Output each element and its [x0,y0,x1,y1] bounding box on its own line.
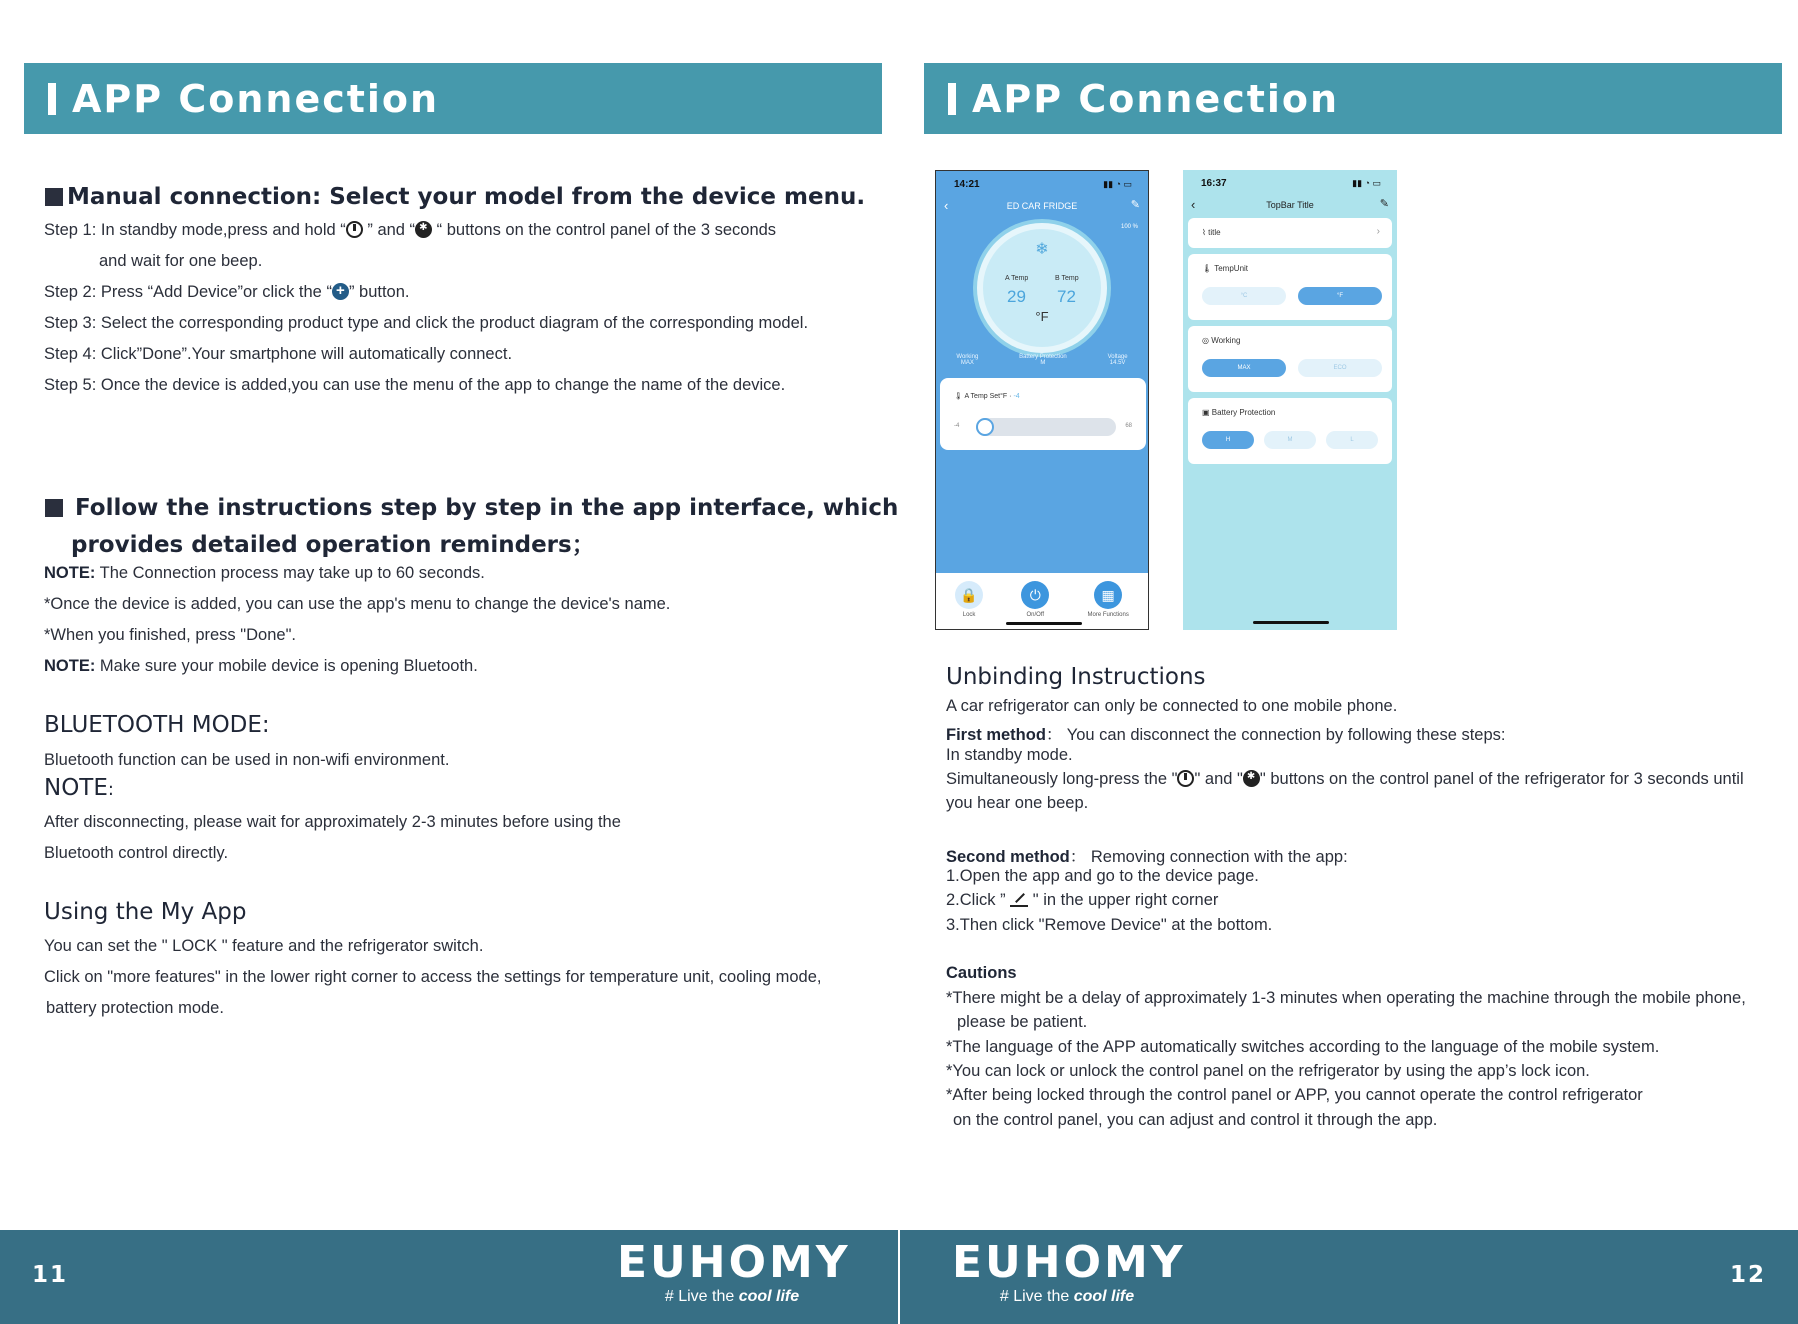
chevron-right-icon: › [1376,226,1380,237]
bullet-2: *When you finished, press "Done". [44,626,297,644]
cautions-heading: Cautions [946,964,1017,982]
battery-l-option[interactable]: L [1326,431,1378,449]
snowflake-icon [1243,770,1260,787]
status-icons: ▮▮ ◔ ▭ [1352,178,1381,188]
simultaneous-press: Simultaneously long-press the " " and "✱ " buttons on the control panel of the refrigerator for 3 seconds until [946,770,1744,789]
simultaneous-continued: you hear one beep. [946,794,1089,812]
using-app-1: You can set the " LOCK " feature and the refrigerator switch. [44,937,484,955]
temp-unit-card [1188,254,1392,320]
note-1: NOTE: The Connection process may take up to 60 seconds. [44,564,485,582]
temp-slider-track[interactable] [976,418,1116,436]
manual-heading: Manual connection: Select your model from the device menu. [45,184,865,210]
caution-1-continued: please be patient. [957,1013,1088,1031]
power-icon: ⏻ [1021,581,1049,609]
lock-button[interactable]: 🔒 Lock [955,581,983,618]
page-divider [898,1230,900,1324]
unit-celsius-option[interactable]: °C [1202,287,1286,305]
after-disconnect-line1: After disconnecting, please wait for approximately 2-3 minutes before using the [44,813,621,831]
using-app-3: battery protection mode. [46,999,224,1017]
bottom-bar [936,573,1148,629]
caution-1: *There might be a delay of approximately 1-3 minutes when operating the machine through the mobile phone, [946,989,1746,1007]
banner-bar [948,83,956,115]
square-bullet-icon [45,188,63,206]
status-time: 14:21 [954,179,980,190]
page-number-left: 11 [32,1262,69,1288]
status-icons: ▮▮ ◔ ▭ [1103,179,1132,189]
status-row [936,354,1148,366]
brand-tagline: # Live the cool life [664,1288,800,1305]
unbinding-heading: Unbinding Instructions [946,664,1206,690]
banner-title: APP Connection [72,76,440,121]
page-number-right: 12 [1730,1262,1767,1288]
square-bullet-icon [45,499,63,517]
working-max-option[interactable]: MAX [1202,359,1286,377]
a-temp-value: 29 [1007,287,1026,306]
stat-voltage: Voltage 14.5V [1107,354,1128,366]
slider-max: 68 [1125,423,1132,429]
step-4: Step 4: Click”Done”.Your smartphone will automatically connect. [44,345,513,363]
topbar-title: TopBar Title [1266,200,1314,210]
banner-bar [48,83,56,115]
brand-logo-left [617,1237,851,1306]
battery-h-option[interactable]: H [1202,431,1254,449]
stat-battery-protection: Battery Protection M [1019,354,1067,366]
power-button[interactable]: ⏻ On/Off [1021,581,1049,618]
brand-name: EUHOMY [952,1237,1186,1288]
note-2: NOTE: Make sure your mobile device is opening Bluetooth. [44,657,478,675]
brand-tagline: # Live the cool life [999,1288,1135,1305]
edit-icon[interactable]: ✎ [1379,198,1389,210]
second-step-3: 3.Then click "Remove Device" at the bottom. [946,916,1273,934]
app-title: ED CAR FRIDGE [1006,201,1078,211]
temp-set-label: 🌡 A Temp Set°F · -4 [954,393,1020,400]
note-heading: NOTE: [44,775,114,801]
battery-protection-card [1188,398,1392,464]
right-banner [924,63,1782,134]
temperature-dial [977,223,1107,353]
home-indicator [1006,622,1082,625]
left-banner [24,63,882,134]
banner-title: APP Connection [972,76,1340,121]
caution-4: *After being locked through the control panel or APP, you cannot operate the control refrigerator [946,1086,1643,1104]
step-1: Step 1: In standby mode,press and hold “ ” and “✱ “ buttons on the control panel of the 3 seconds [44,221,776,240]
add-icon [332,283,349,300]
brand-name: EUHOMY [617,1237,851,1288]
step-2: Step 2: Press “Add Device”or click the “+ ” button. [44,283,409,302]
temp-slider-knob[interactable] [976,418,994,436]
title-row[interactable] [1188,218,1392,248]
b-temp-label: B Temp [1055,275,1079,282]
working-eco-option[interactable]: ECO [1298,359,1382,377]
follow-heading-line2: provides detailed operation reminders； [71,532,595,558]
battery-level: 100 % [1120,224,1138,230]
follow-heading: Follow the instructions step by step in the app interface, which [45,495,898,521]
step-1-continued: and wait for one beep. [99,252,263,270]
step-5: Step 5: Once the device is added,you can use the menu of the app to change the name of the device. [44,376,786,394]
app-screenshot-main [935,170,1149,630]
working-card [1188,326,1392,392]
snowflake-icon [415,221,432,238]
power-icon [346,221,363,238]
title-row-label: ⌇ title [1202,228,1221,237]
b-temp-value: 72 [1057,287,1076,306]
bluetooth-heading: BLUETOOTH MODE: [44,712,270,738]
second-method: Second method： Removing connection with the app: [946,848,1348,866]
back-icon[interactable]: ‹ [944,198,949,213]
unbind-line-1: A car refrigerator can only be connected to one mobile phone. [946,697,1398,715]
brand-logo-right [952,1237,1186,1306]
battery-protection-label: ▣ Battery Protection [1202,408,1276,417]
battery-m-option[interactable]: M [1264,431,1316,449]
slider-min: -4 [954,423,960,429]
using-app-2: Click on "more features" in the lower right corner to access the settings for temperature unit, cooling mode, [44,968,822,986]
lock-icon: 🔒 [955,581,983,609]
working-label: ◎ Working [1202,336,1241,345]
caution-2: *The language of the APP automatically switches according to the language of the mobile system. [946,1038,1660,1056]
status-time: 16:37 [1201,178,1227,189]
unit-fahrenheit-option[interactable]: °F [1298,287,1382,305]
bullet-1: *Once the device is added, you can use the app's menu to change the device's name. [44,595,671,613]
back-icon[interactable]: ‹ [1191,197,1196,212]
temp-unit-label: 🌡 TempUnit [1202,264,1249,273]
caution-4-continued: on the control panel, you can adjust and control it through the app. [953,1111,1438,1129]
edit-icon[interactable]: ✎ [1130,199,1140,211]
second-step-2: 2.Click ” " in the upper right corner [946,891,1219,909]
more-functions-button[interactable]: ▦ More Functions [1088,581,1129,618]
power-icon [1177,770,1194,787]
bluetooth-text: Bluetooth function can be used in non-wifi environment. [44,751,450,769]
grid-icon: ▦ [1094,581,1122,609]
step-3: Step 3: Select the corresponding product type and click the product diagram of the corresponding model. [44,314,809,332]
after-disconnect-line2: Bluetooth control directly. [44,844,229,862]
app-screenshot-settings [1183,170,1397,630]
temp-set-card [940,378,1146,450]
first-method: First method： You can disconnect the connection by following these steps: [946,726,1506,744]
caution-3: *You can lock or unlock the control panel on the refrigerator by using the app’s lock icon. [946,1062,1590,1080]
temp-unit: °F [1035,309,1049,324]
using-app-heading: Using the My App [44,899,247,925]
snowflake-icon: ❄ [1035,241,1049,258]
edit-icon [1010,891,1028,907]
stat-working: Working MAX [956,354,979,366]
standby-line: In standby mode. [946,746,1073,764]
home-indicator [1253,621,1329,624]
a-temp-label: A Temp [1005,275,1029,282]
second-step-1: 1.Open the app and go to the device page. [946,867,1259,885]
